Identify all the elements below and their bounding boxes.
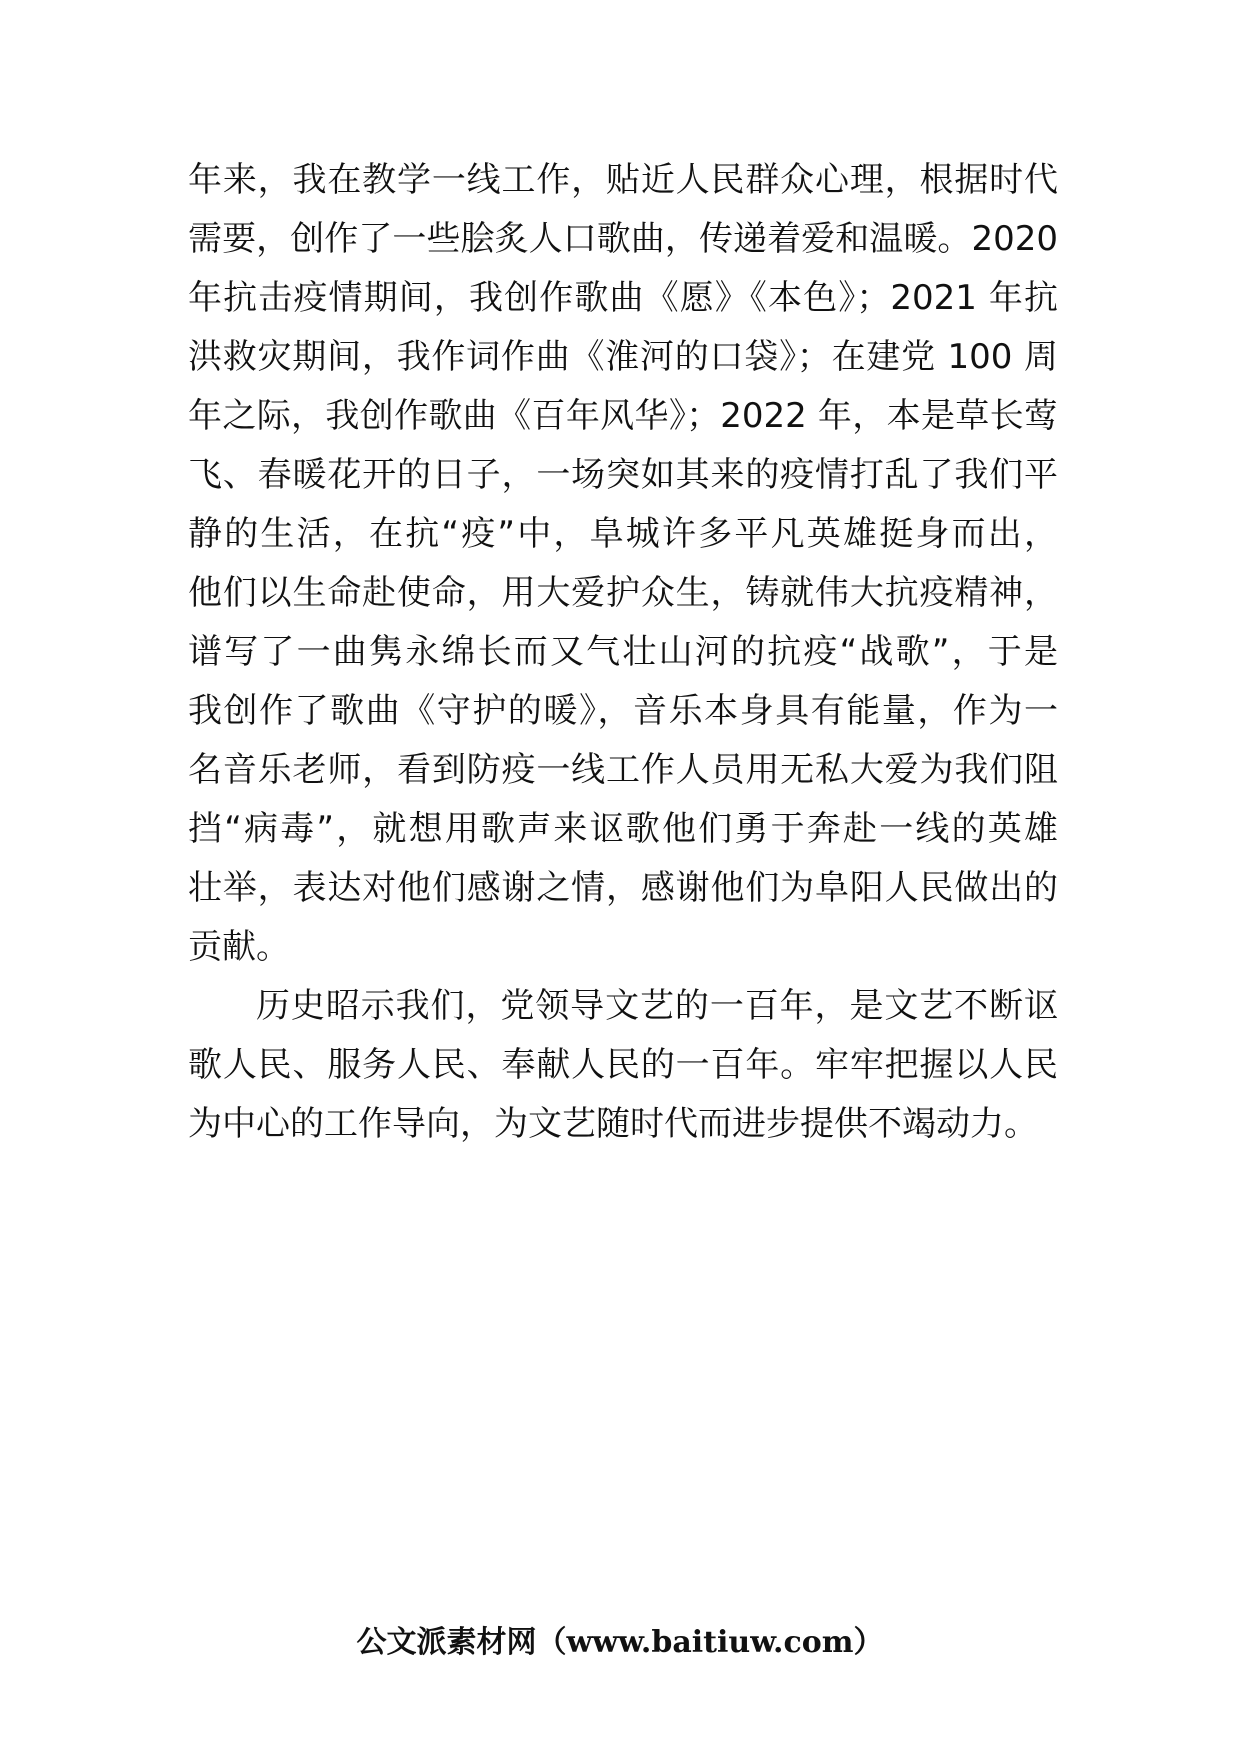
paragraph-1-line-10: 我创作了歌曲《守护的暖》，音乐本身具有能量，作为一 (188, 691, 1058, 731)
paragraph-2-line-2: 歌人民、服务人民、奉献人民的一百年。牢牢把握以人民 (188, 1045, 1058, 1085)
paragraph-1-line-12: 挡“病毒”，就想用歌声来讴歌他们勇于奔赴一线的英雄 (188, 809, 1058, 849)
paragraph-1-line-9: 谱写了一曲隽永绵长而又气壮山河的抗疫“战歌”，于是 (188, 632, 1058, 672)
paragraph-1-line-7: 静的生活，在抗“疫”中，阜城许多平凡英雄挺身而出， (188, 514, 1058, 554)
paragraph-1-line-3: 年抗击疫情期间，我创作歌曲《愿》《本色》；2021 年抗 (188, 278, 1058, 318)
paragraph-1-line-2: 需要，创作了一些脍炙人口歌曲，传递着爱和温暖。2020 (188, 219, 1058, 259)
paragraph-1-line-1: 年来，我在教学一线工作，贴近人民群众心理，根据时代 (188, 160, 1058, 200)
paragraph-1-line-5: 年之际，我创作歌曲《百年风华》；2022 年，本是草长莺 (188, 396, 1058, 436)
paragraph-2-line-3: 为中心的工作导向，为文艺随时代而进步提供不竭动力。 (188, 1104, 1038, 1144)
footer-watermark: 公文派素材网（www.baitiuw.com） (356, 1625, 884, 1660)
paragraph-1-line-11: 名音乐老师，看到防疫一线工作人员用无私大爱为我们阻 (188, 750, 1058, 790)
paragraph-2-line-1: 历史昭示我们，党领导文艺的一百年，是文艺不断讴 (256, 986, 1058, 1026)
paragraph-1-line-6: 飞、春暖花开的日子，一场突如其来的疫情打乱了我们平 (188, 455, 1058, 495)
paragraph-1-line-13: 壮举，表达对他们感谢之情，感谢他们为阜阳人民做出的 (188, 868, 1058, 908)
paragraph-1-line-4: 洪救灾期间，我作词作曲《淮河的口袋》；在建党 100 周 (188, 337, 1058, 377)
paragraph-1-line-14: 贡献。 (188, 927, 290, 967)
paragraph-1-line-8: 他们以生命赴使命，用大爱护众生，铸就伟大抗疫精神， (188, 573, 1058, 613)
